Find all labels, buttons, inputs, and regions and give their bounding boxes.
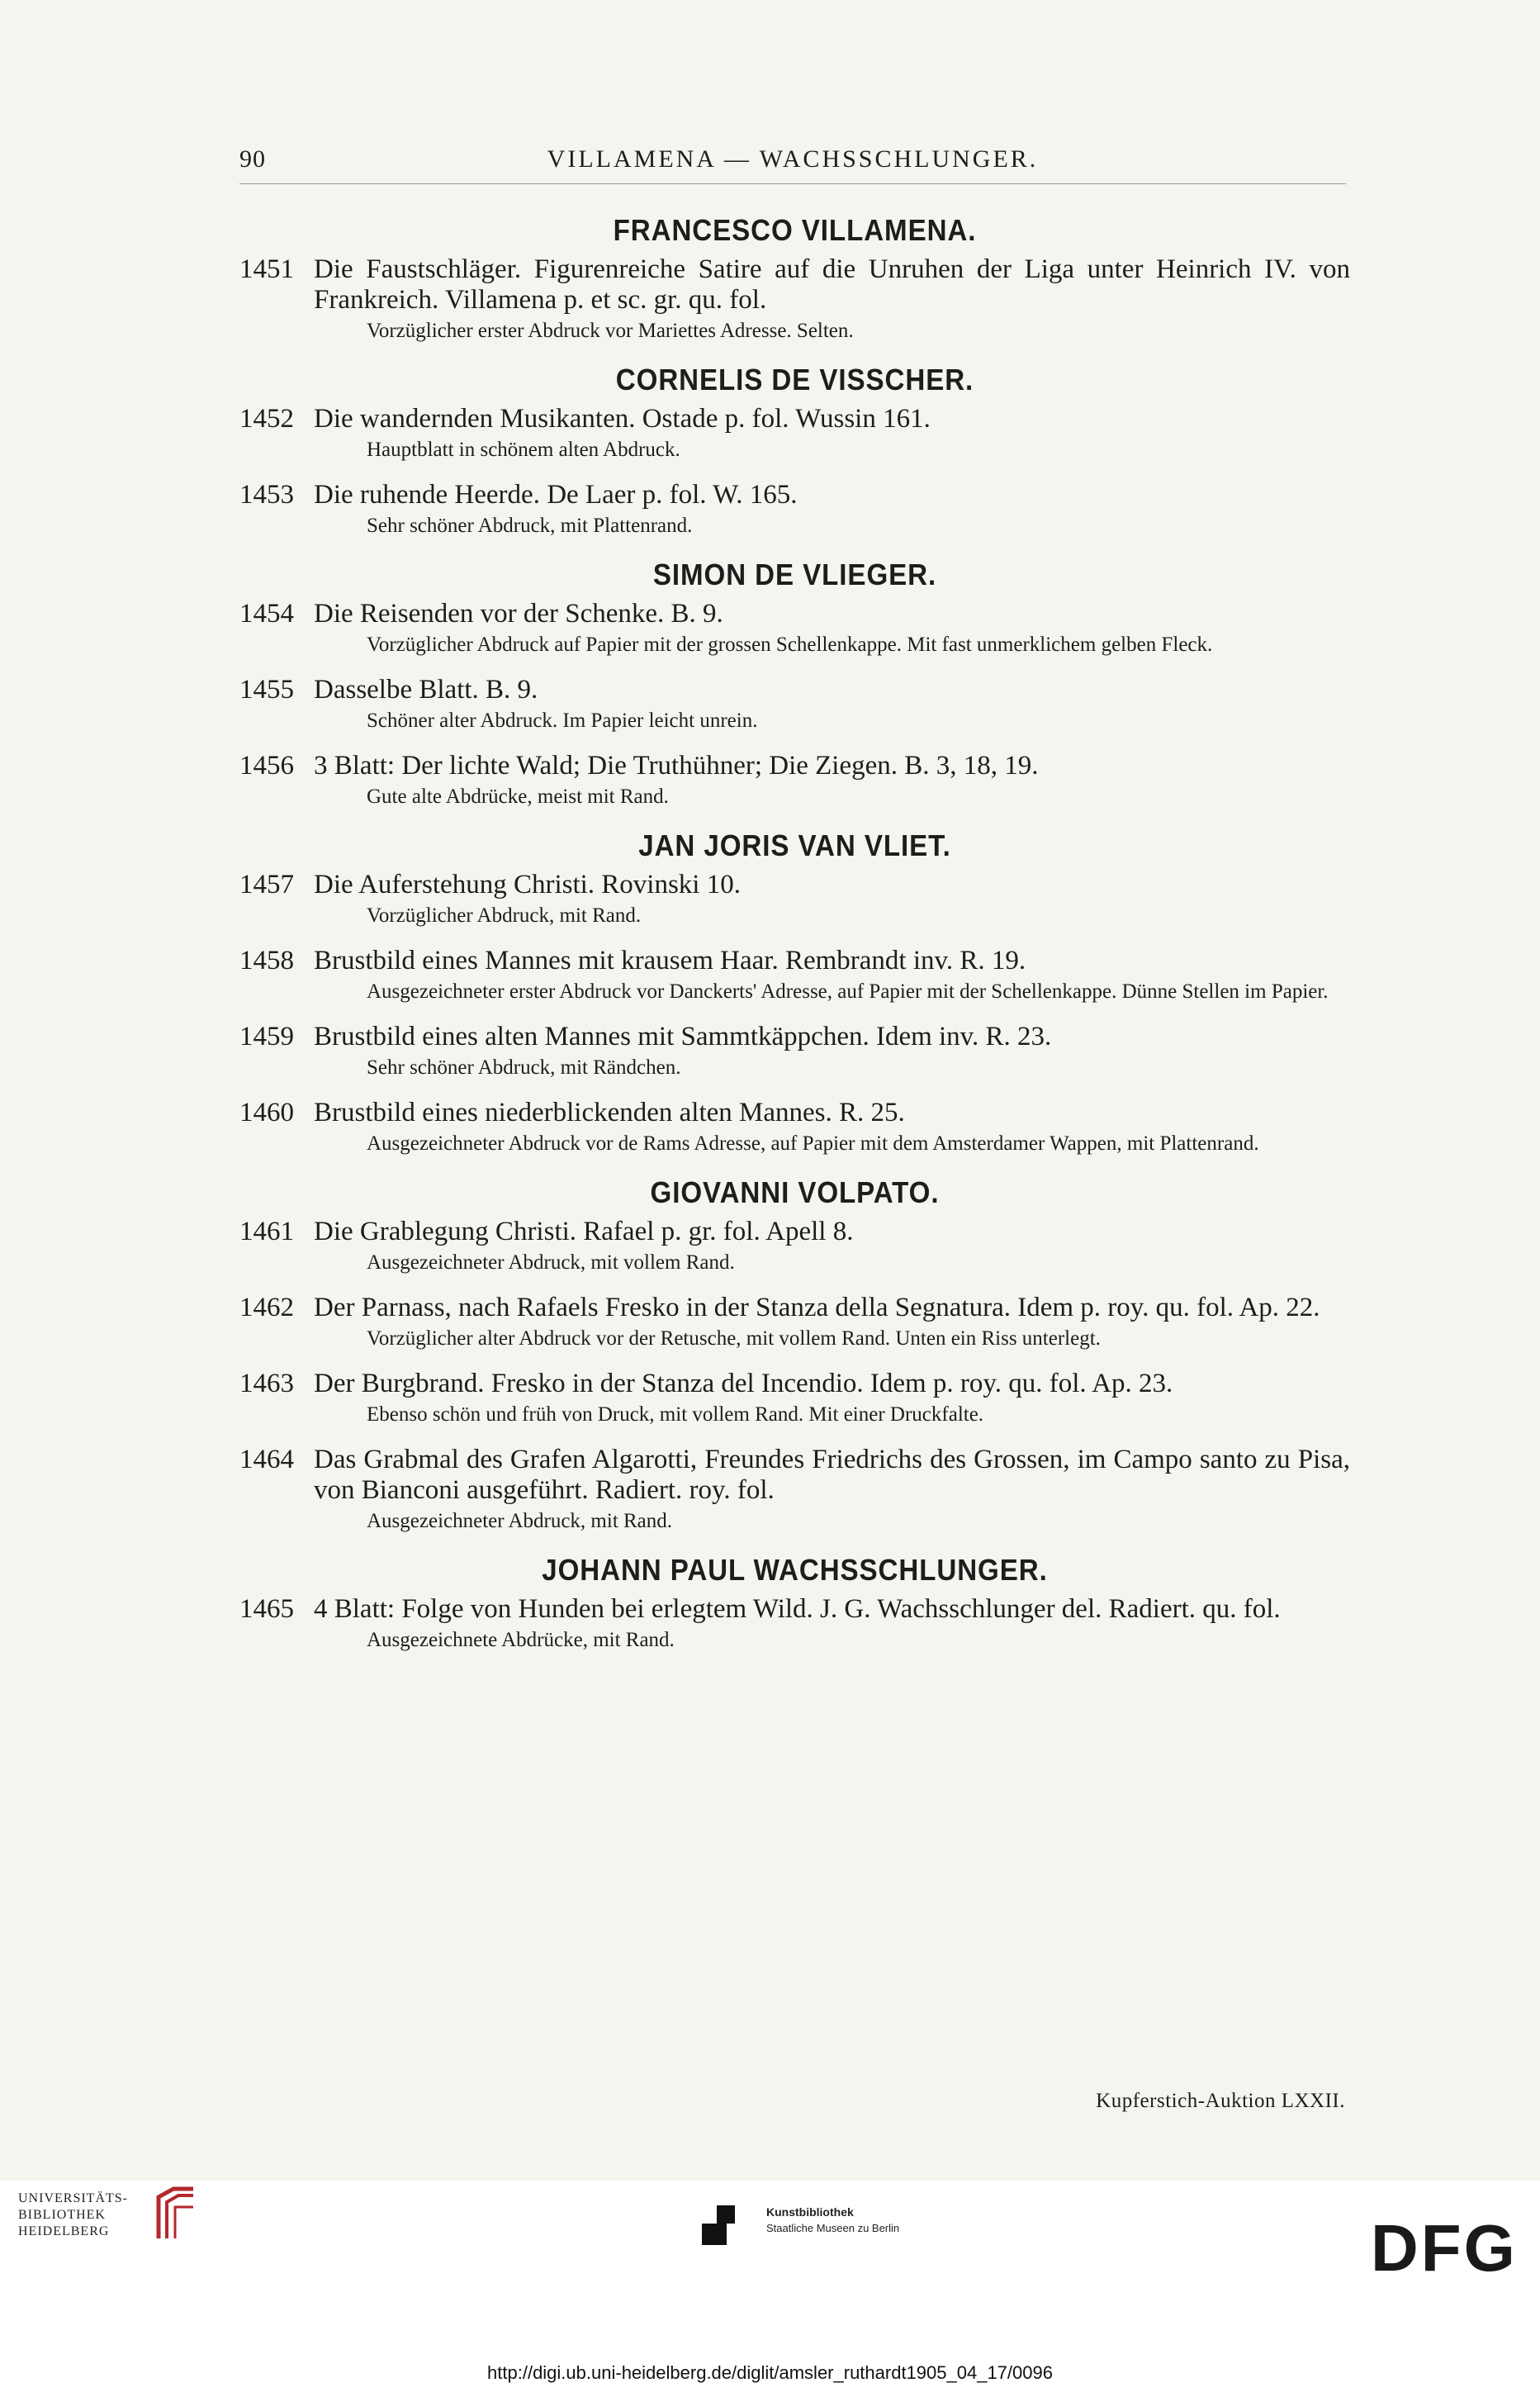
entry-description: Der Parnass, nach Rafaels Fresko in der Stanza della Segnatura. Idem p. roy. qu. fol. Ap. 22. — [314, 1293, 1320, 1322]
condition-note: Sehr schöner Abdruck, mit Rändchen. — [367, 1056, 681, 1079]
entry-description: Die Faustschläger. Figurenreiche Satire auf die Unruhen der Liga unter Heinrich IV. von Frankreich. Villamena p. et sc. gr. qu. fol. — [314, 254, 1350, 315]
condition-note: Vorzüglicher Abdruck auf Papier mit der grossen Schellenkappe. Mit fast unmerklichem gelben Fleck. — [367, 634, 1213, 656]
entry-description: Die wandernden Musikanten. Ostade p. fol. Wussin 161. — [314, 404, 931, 434]
lot-number: 1456 — [239, 751, 294, 781]
lot-number: 1454 — [239, 599, 294, 629]
artist-heading: GIOVANNI VOLPATO. — [650, 1175, 940, 1209]
entry-description: Brustbild eines alten Mannes mit Sammtkäppchen. Idem inv. R. 23. — [314, 1022, 1052, 1051]
artist-heading: CORNELIS DE VISSCHER. — [615, 363, 974, 396]
catalogue-entry — [239, 1098, 1350, 1157]
footer-note: Kupferstich-Auktion LXXII. — [1096, 2090, 1345, 2112]
running-title: VILLAMENA — WACHSSCHLUNGER. — [547, 145, 1039, 173]
entry-description: Brustbild eines niederblickenden alten Mannes. R. 25. — [314, 1098, 905, 1127]
header-rule — [239, 183, 1346, 184]
artist-heading: JOHANN PAUL WACHSSCHLUNGER. — [542, 1553, 1048, 1587]
university-library-logo[interactable] — [18, 2181, 200, 2247]
condition-note: Vorzüglicher Abdruck, mit Rand. — [367, 904, 642, 927]
page-number: 90 — [239, 145, 266, 173]
entry-description: Die Grablegung Christi. Rafael p. gr. fol. Apell 8. — [314, 1217, 854, 1246]
artist-heading: JAN JORIS VAN VLIET. — [638, 828, 951, 862]
lot-number: 1457 — [239, 870, 294, 899]
catalogue-entry — [239, 254, 1350, 344]
catalogue-entry — [239, 1022, 1350, 1081]
catalogue-entry — [239, 1217, 1350, 1276]
condition-note: Schöner alter Abdruck. Im Papier leicht unrein. — [367, 710, 758, 732]
artist-heading: SIMON DE VLIEGER. — [652, 558, 937, 591]
lot-number: 1460 — [239, 1098, 294, 1127]
lot-number: 1458 — [239, 946, 294, 975]
lot-number: 1464 — [239, 1445, 294, 1474]
lot-number: 1462 — [239, 1293, 294, 1322]
catalogue-content — [239, 213, 1350, 1670]
lot-number: 1459 — [239, 1022, 294, 1051]
entry-description: Die Auferstehung Christi. Rovinski 10. — [314, 870, 741, 899]
catalogue-entry — [239, 599, 1350, 658]
condition-note: Ausgezeichneter Abdruck vor de Rams Adresse, auf Papier mit dem Amsterdamer Wappen, mit Plattenrand. — [367, 1132, 1259, 1155]
condition-note: Ausgezeichnete Abdrücke, mit Rand. — [367, 1629, 675, 1651]
artist-heading: FRANCESCO VILLAMENA. — [613, 213, 977, 247]
condition-note: Ausgezeichneter erster Abdruck vor Danckerts' Adresse, auf Papier mit der Schellenkappe. Dünne Stellen im Papier. — [367, 980, 1329, 1003]
catalogue-entry — [239, 946, 1350, 1005]
catalogue-entry — [239, 1445, 1350, 1535]
catalogue-entry — [239, 1369, 1350, 1428]
library-subtitle: Staatliche Museen zu Berlin — [766, 2222, 900, 2234]
entry-description: 4 Blatt: Folge von Hunden bei erlegtem Wild. J. G. Wachsschlunger del. Radiert. qu. fol. — [314, 1594, 1281, 1624]
university-logo-text: UNIVERSITÄTS- BIBLIOTHEK HEIDELBERG — [18, 2191, 128, 2238]
heidelberg-emblem-icon — [155, 2186, 197, 2240]
condition-note: Vorzüglicher alter Abdruck vor der Retusche, mit vollem Rand. Unten ein Riss unterlegt. — [367, 1327, 1101, 1350]
catalogue-entry — [239, 480, 1350, 539]
condition-note: Gute alte Abdrücke, meist mit Rand. — [367, 786, 669, 808]
catalogue-entry — [239, 404, 1350, 463]
entry-description: Die ruhende Heerde. De Laer p. fol. W. 165. — [314, 480, 798, 510]
entry-description: Der Burgbrand. Fresko in der Stanza del Incendio. Idem p. roy. qu. fol. Ap. 23. — [314, 1369, 1173, 1398]
kunstbibliothek-mark-icon — [702, 2205, 751, 2255]
entry-description: 3 Blatt: Der lichte Wald; Die Truthühner; Die Ziegen. B. 3, 18, 19. — [314, 751, 1039, 781]
entry-description: Die Reisenden vor der Schenke. B. 9. — [314, 599, 723, 629]
lot-number: 1463 — [239, 1369, 294, 1398]
catalogue-entry — [239, 1594, 1350, 1654]
condition-note: Ebenso schön und früh von Druck, mit vollem Rand. Mit einer Druckfalte. — [367, 1403, 984, 1426]
condition-note: Vorzüglicher erster Abdruck vor Mariettes Adresse. Selten. — [367, 320, 854, 342]
condition-note: Hauptblatt in schönem alten Abdruck. — [367, 439, 680, 461]
library-name: Kunstbibliothek — [766, 2205, 854, 2219]
catalogue-entry — [239, 1293, 1350, 1352]
condition-note: Ausgezeichneter Abdruck, mit vollem Rand. — [367, 1251, 735, 1274]
entry-description: Das Grabmal des Grafen Algarotti, Freundes Friedrichs des Grossen, im Campo santo zu Pisa, von Bianconi ausgeführt. Radiert. roy. fol. — [314, 1445, 1350, 1505]
lot-number: 1451 — [239, 254, 294, 284]
kunstbibliothek-logo[interactable] — [702, 2205, 900, 2255]
catalogue-entry — [239, 751, 1350, 810]
permalink-url[interactable]: http://digi.ub.uni-heidelberg.de/diglit/amsler_ruthardt1905_04_17/0096 — [487, 2362, 1053, 2383]
lot-number: 1465 — [239, 1594, 294, 1624]
catalogue-entry — [239, 870, 1350, 929]
catalogue-entry — [239, 675, 1350, 734]
running-head — [239, 137, 1346, 178]
entry-description: Brustbild eines Mannes mit krausem Haar. Rembrandt inv. R. 19. — [314, 946, 1026, 975]
lot-number: 1452 — [239, 404, 294, 434]
entry-description: Dasselbe Blatt. B. 9. — [314, 675, 538, 705]
condition-note: Sehr schöner Abdruck, mit Plattenrand. — [367, 515, 693, 537]
lot-number: 1455 — [239, 675, 294, 705]
lot-number: 1461 — [239, 1217, 294, 1246]
lot-number: 1453 — [239, 480, 294, 510]
dfg-logo[interactable]: DFG — [1371, 2211, 1518, 2285]
condition-note: Ausgezeichneter Abdruck, mit Rand. — [367, 1510, 673, 1532]
